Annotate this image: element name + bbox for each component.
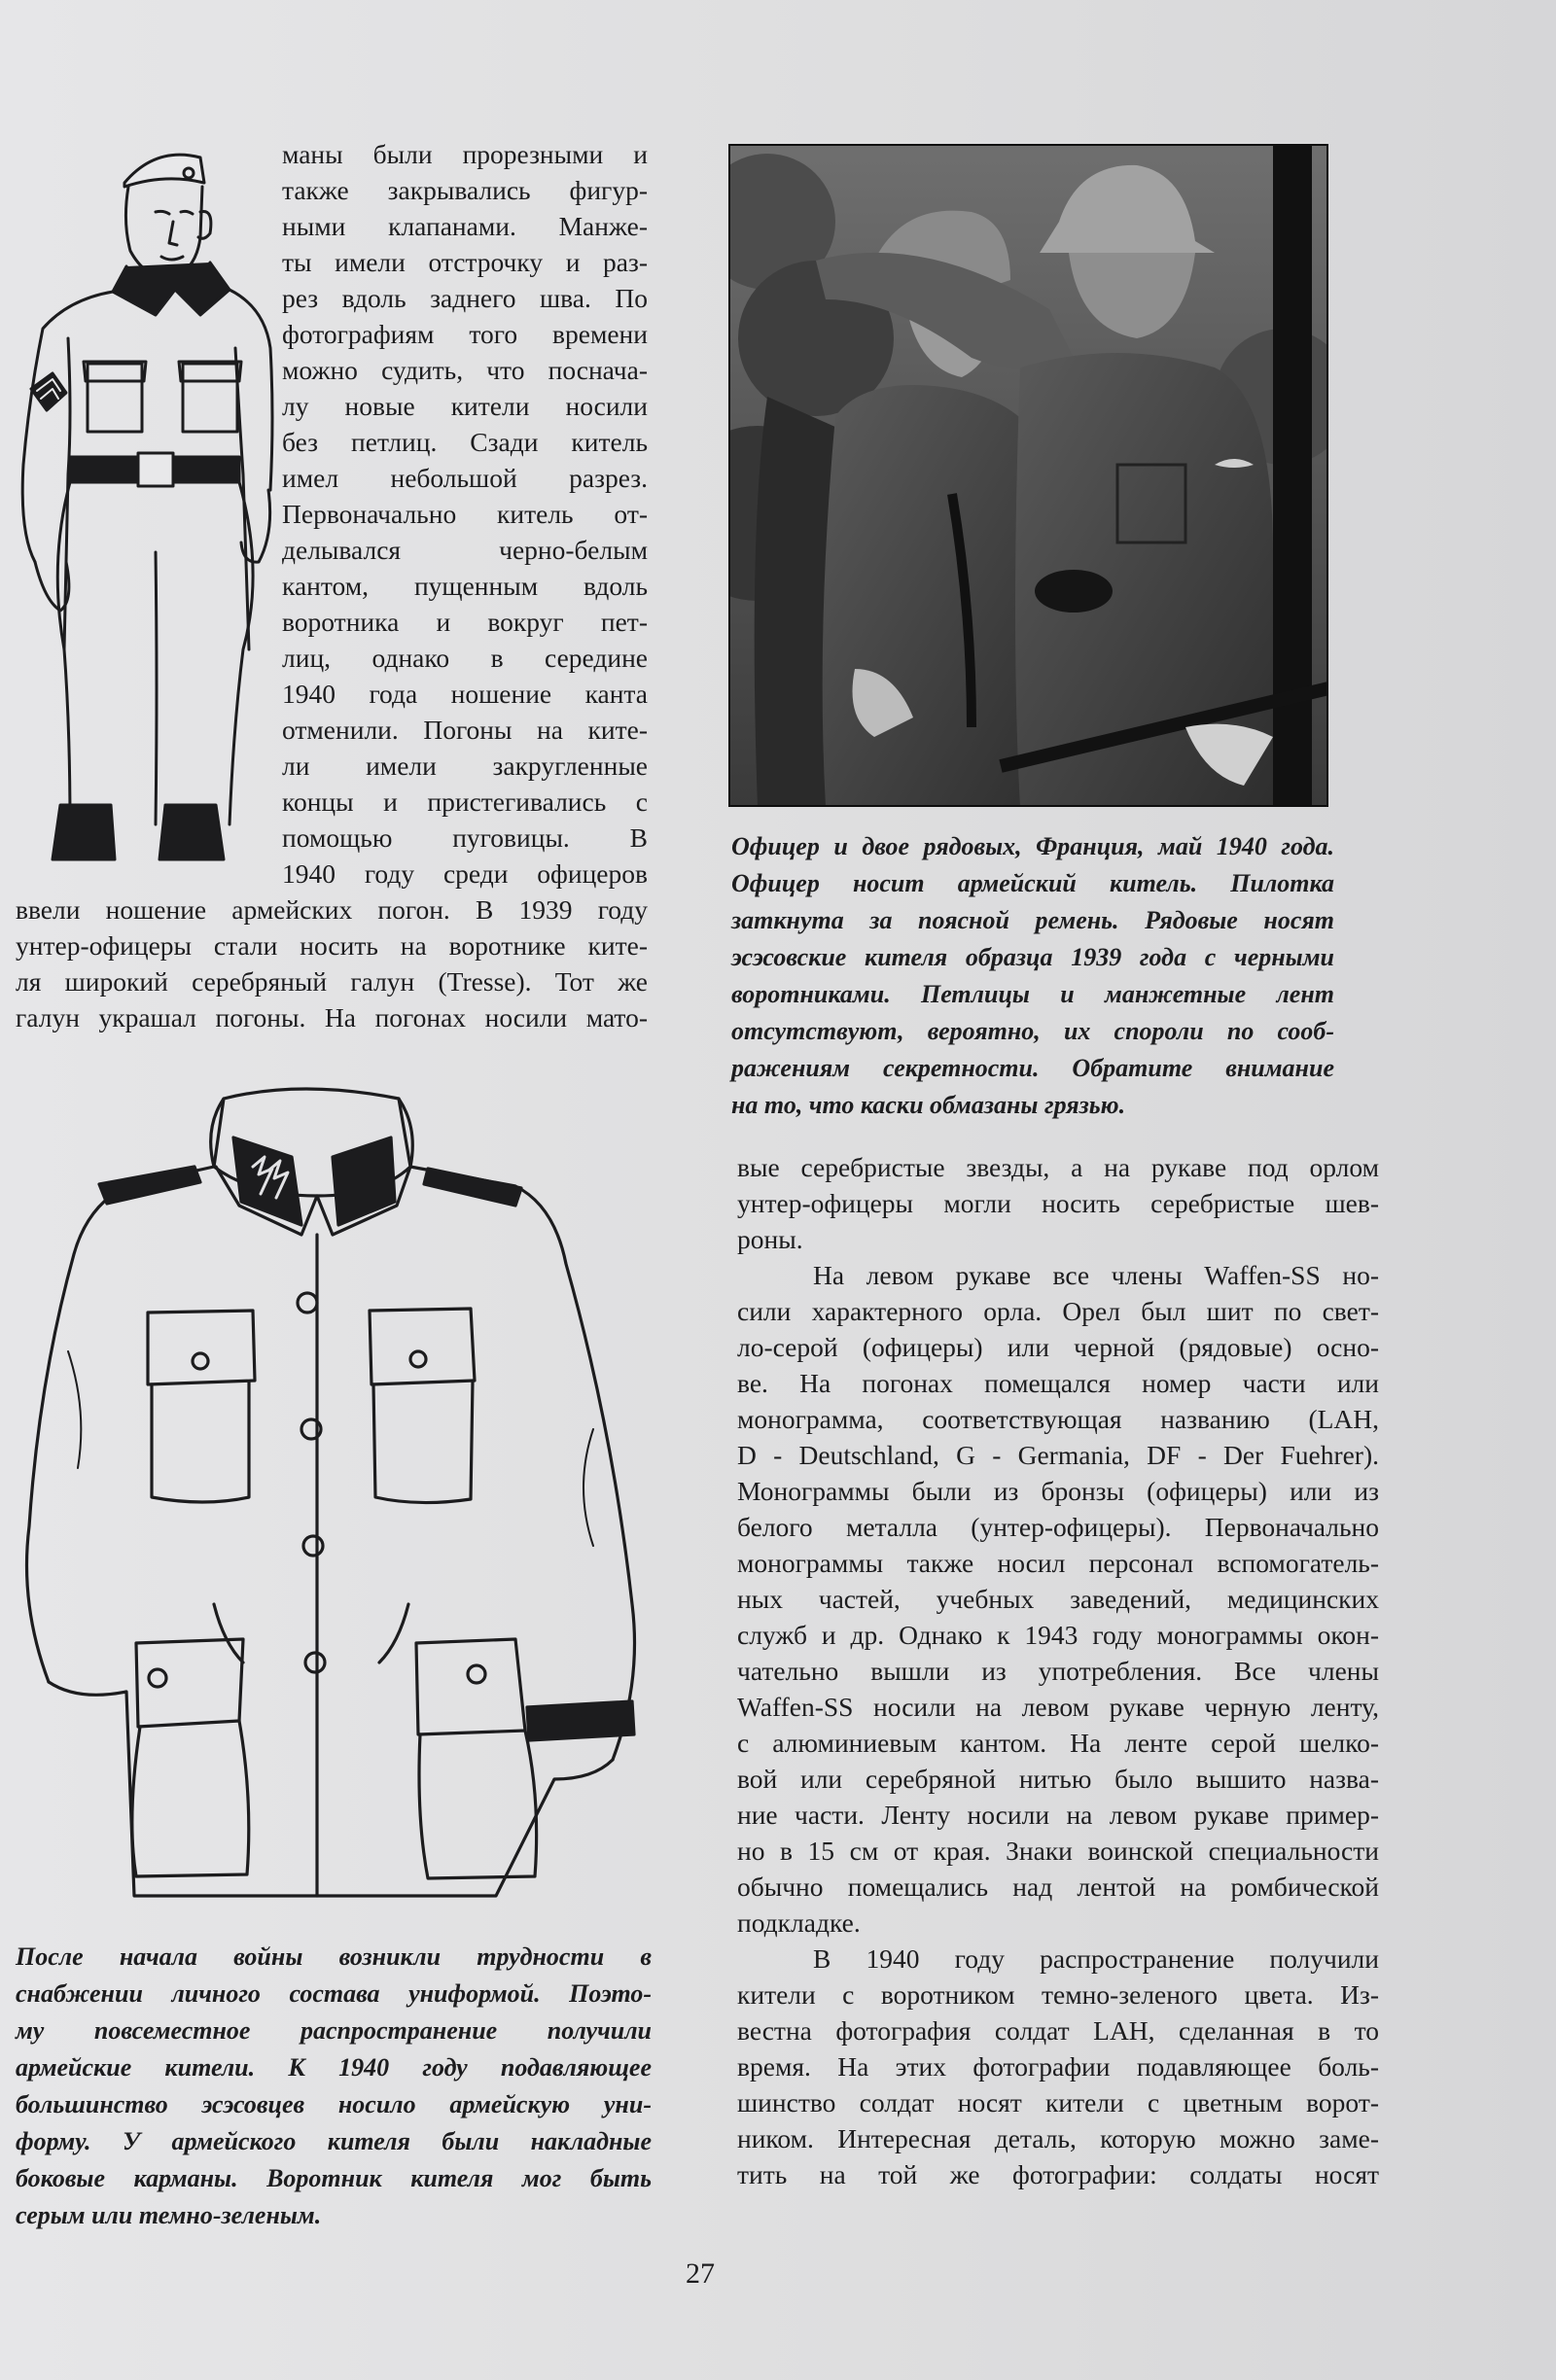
text-line: На левом рукаве все члены Waffen-SS но- bbox=[813, 1260, 1379, 1290]
caption-line: на то, что каски обмазаны грязью. bbox=[731, 1091, 1126, 1119]
text-line: ты имели отстрочку и раз- bbox=[282, 247, 648, 277]
text-line: ли имели закругленные bbox=[282, 751, 648, 781]
caption-line: Офицер и двое рядовых, Франция, май 1940 года. bbox=[731, 832, 1334, 860]
text-line: но в 15 см от края. Знаки воинской специальности bbox=[737, 1836, 1379, 1866]
page-number: 27 bbox=[686, 2258, 715, 2290]
text-line: Монограммы были из бронзы (офицеры) или из bbox=[737, 1476, 1379, 1506]
text-line: чательно вышли из употребления. Все члены bbox=[737, 1656, 1379, 1686]
text-line: с алюминиевым кантом. На ленте серой шелко- bbox=[737, 1728, 1379, 1758]
text-line: служб и др. Однако к 1943 году монограммы окон- bbox=[737, 1620, 1379, 1650]
text-line: унтер-офицеры могли носить серебристые шев- bbox=[737, 1188, 1379, 1218]
text-line: 1940 года ношение канта bbox=[282, 679, 648, 709]
jacket-drawing bbox=[10, 1060, 661, 1906]
text-line: ввели ношение армейских погон. В 1939 году bbox=[16, 894, 648, 925]
text-line: монограмма, соответствующая названию (LAH, bbox=[737, 1404, 1379, 1434]
photo-caption bbox=[731, 828, 1334, 1124]
text-line: роны. bbox=[737, 1224, 803, 1254]
text-line: имел небольшой разрез. bbox=[282, 463, 648, 493]
text-line: кители с воротником темно-зеленого цвета. Из- bbox=[737, 1979, 1379, 2010]
text-line: вестна фотография солдат LAH, сделанная в то bbox=[737, 2015, 1379, 2046]
text-line: сили характерного орла. Орел был шит по свет- bbox=[737, 1296, 1379, 1326]
text-line: ными клапанами. Манже- bbox=[282, 211, 648, 241]
text-line: белого металла (унтер-офицеры). Первоначально bbox=[737, 1512, 1379, 1542]
text-line: монограммы также носил персонал вспомогатель- bbox=[737, 1548, 1379, 1578]
caption-line: боковые карманы. Воротник кителя мог быть bbox=[16, 2164, 652, 2192]
text-line: можно судить, что поснача- bbox=[282, 355, 648, 385]
text-line: вые серебристые звезды, а на рукаве под орлом bbox=[737, 1152, 1379, 1182]
text-line: рез вдоль заднего шва. По bbox=[282, 283, 648, 313]
text-line: ве. На погонах помещался номер части или bbox=[737, 1368, 1379, 1398]
text-line: время. На этих фотографии подавляющее боль- bbox=[737, 2051, 1379, 2082]
historical-photograph bbox=[728, 144, 1328, 807]
caption-line: ражениям секретности. Обратите внимание bbox=[731, 1054, 1334, 1082]
caption-line: большинство эсэсовцев носило армейскую уни- bbox=[16, 2090, 652, 2118]
text-line: концы и пристегивались с bbox=[282, 787, 648, 817]
text-line: вой или серебряной нитью было вышито назва- bbox=[737, 1764, 1379, 1794]
text-line: 1940 году среди офицеров bbox=[282, 858, 648, 889]
left-column-wrap-text bbox=[282, 136, 648, 892]
text-line: ных частей, учебных заведений, медицинских bbox=[737, 1584, 1379, 1614]
text-line: ло-серой (офицеры) или черной (рядовые) осно- bbox=[737, 1332, 1379, 1362]
caption-line: После начала войны возникли трудности в bbox=[16, 1942, 652, 1971]
soldier-drawing bbox=[10, 144, 287, 863]
caption-line: серым или темно-зеленым. bbox=[16, 2201, 322, 2229]
text-line: ником. Интересная деталь, которую можно заме- bbox=[737, 2123, 1379, 2153]
jacket-caption bbox=[16, 1939, 652, 2234]
caption-line: эсэсовские кителя образца 1939 года с черными bbox=[731, 943, 1334, 971]
text-line: маны были прорезными и bbox=[282, 139, 648, 169]
text-line: также закрывались фигур- bbox=[282, 175, 648, 205]
text-line: подкладке. bbox=[737, 1908, 861, 1938]
text-line: В 1940 году распространение получили bbox=[813, 1943, 1379, 1974]
caption-line: отсутствуют, вероятно, их спороли по сооб- bbox=[731, 1017, 1334, 1045]
text-line: отменили. Погоны на ките- bbox=[282, 715, 648, 745]
caption-line: снабжении личного состава униформой. Поэто- bbox=[16, 1979, 652, 2008]
text-line: помощью пуговицы. В bbox=[282, 822, 648, 853]
caption-line: Офицер носит армейский китель. Пилотка bbox=[731, 869, 1334, 897]
caption-line: форму. У армейского кителя были накладные bbox=[16, 2127, 652, 2155]
text-line: делывался черно-белым bbox=[282, 535, 648, 565]
text-line: ля широкий серебряный галун (Tresse). Тот же bbox=[16, 966, 648, 997]
text-line: фотографиям того времени bbox=[282, 319, 648, 349]
text-line: обычно помещались над лентой на ромбической bbox=[737, 1872, 1379, 1902]
text-line: без петлиц. Сзади китель bbox=[282, 427, 648, 457]
text-line: воротника и вокруг пет- bbox=[282, 607, 648, 637]
text-line: тить на той же фотографии: солдаты носят bbox=[737, 2159, 1379, 2189]
text-line: Первоначально китель от- bbox=[282, 499, 648, 529]
text-line: Waffen-SS носили на левом рукаве черную ленту, bbox=[737, 1692, 1379, 1722]
text-line: кантом, пущенным вдоль bbox=[282, 571, 648, 601]
text-line: лиц, однако в середине bbox=[282, 643, 648, 673]
text-line: унтер-офицеры стали носить на воротнике ките- bbox=[16, 930, 648, 961]
text-line: галун украшал погоны. На погонах носили мато- bbox=[16, 1002, 648, 1032]
text-line: ние части. Ленту носили на левом рукаве пример- bbox=[737, 1800, 1379, 1830]
caption-line: воротниками. Петлицы и манжетные лент bbox=[731, 980, 1334, 1008]
text-line: шинство солдат носят кители с цветным ворот- bbox=[737, 2087, 1379, 2118]
text-line: лу новые кители носили bbox=[282, 391, 648, 421]
text-line: D - Deutschland, G - Germania, DF - Der Fuehrer). bbox=[737, 1440, 1379, 1470]
caption-line: заткнута за поясной ремень. Рядовые носят bbox=[731, 906, 1334, 934]
caption-line: армейские кители. К 1940 году подавляющее bbox=[16, 2053, 652, 2082]
caption-line: му повсеместное распространение получили bbox=[16, 2016, 652, 2045]
left-column-full-text bbox=[16, 892, 648, 1035]
right-column-text bbox=[737, 1149, 1379, 2192]
